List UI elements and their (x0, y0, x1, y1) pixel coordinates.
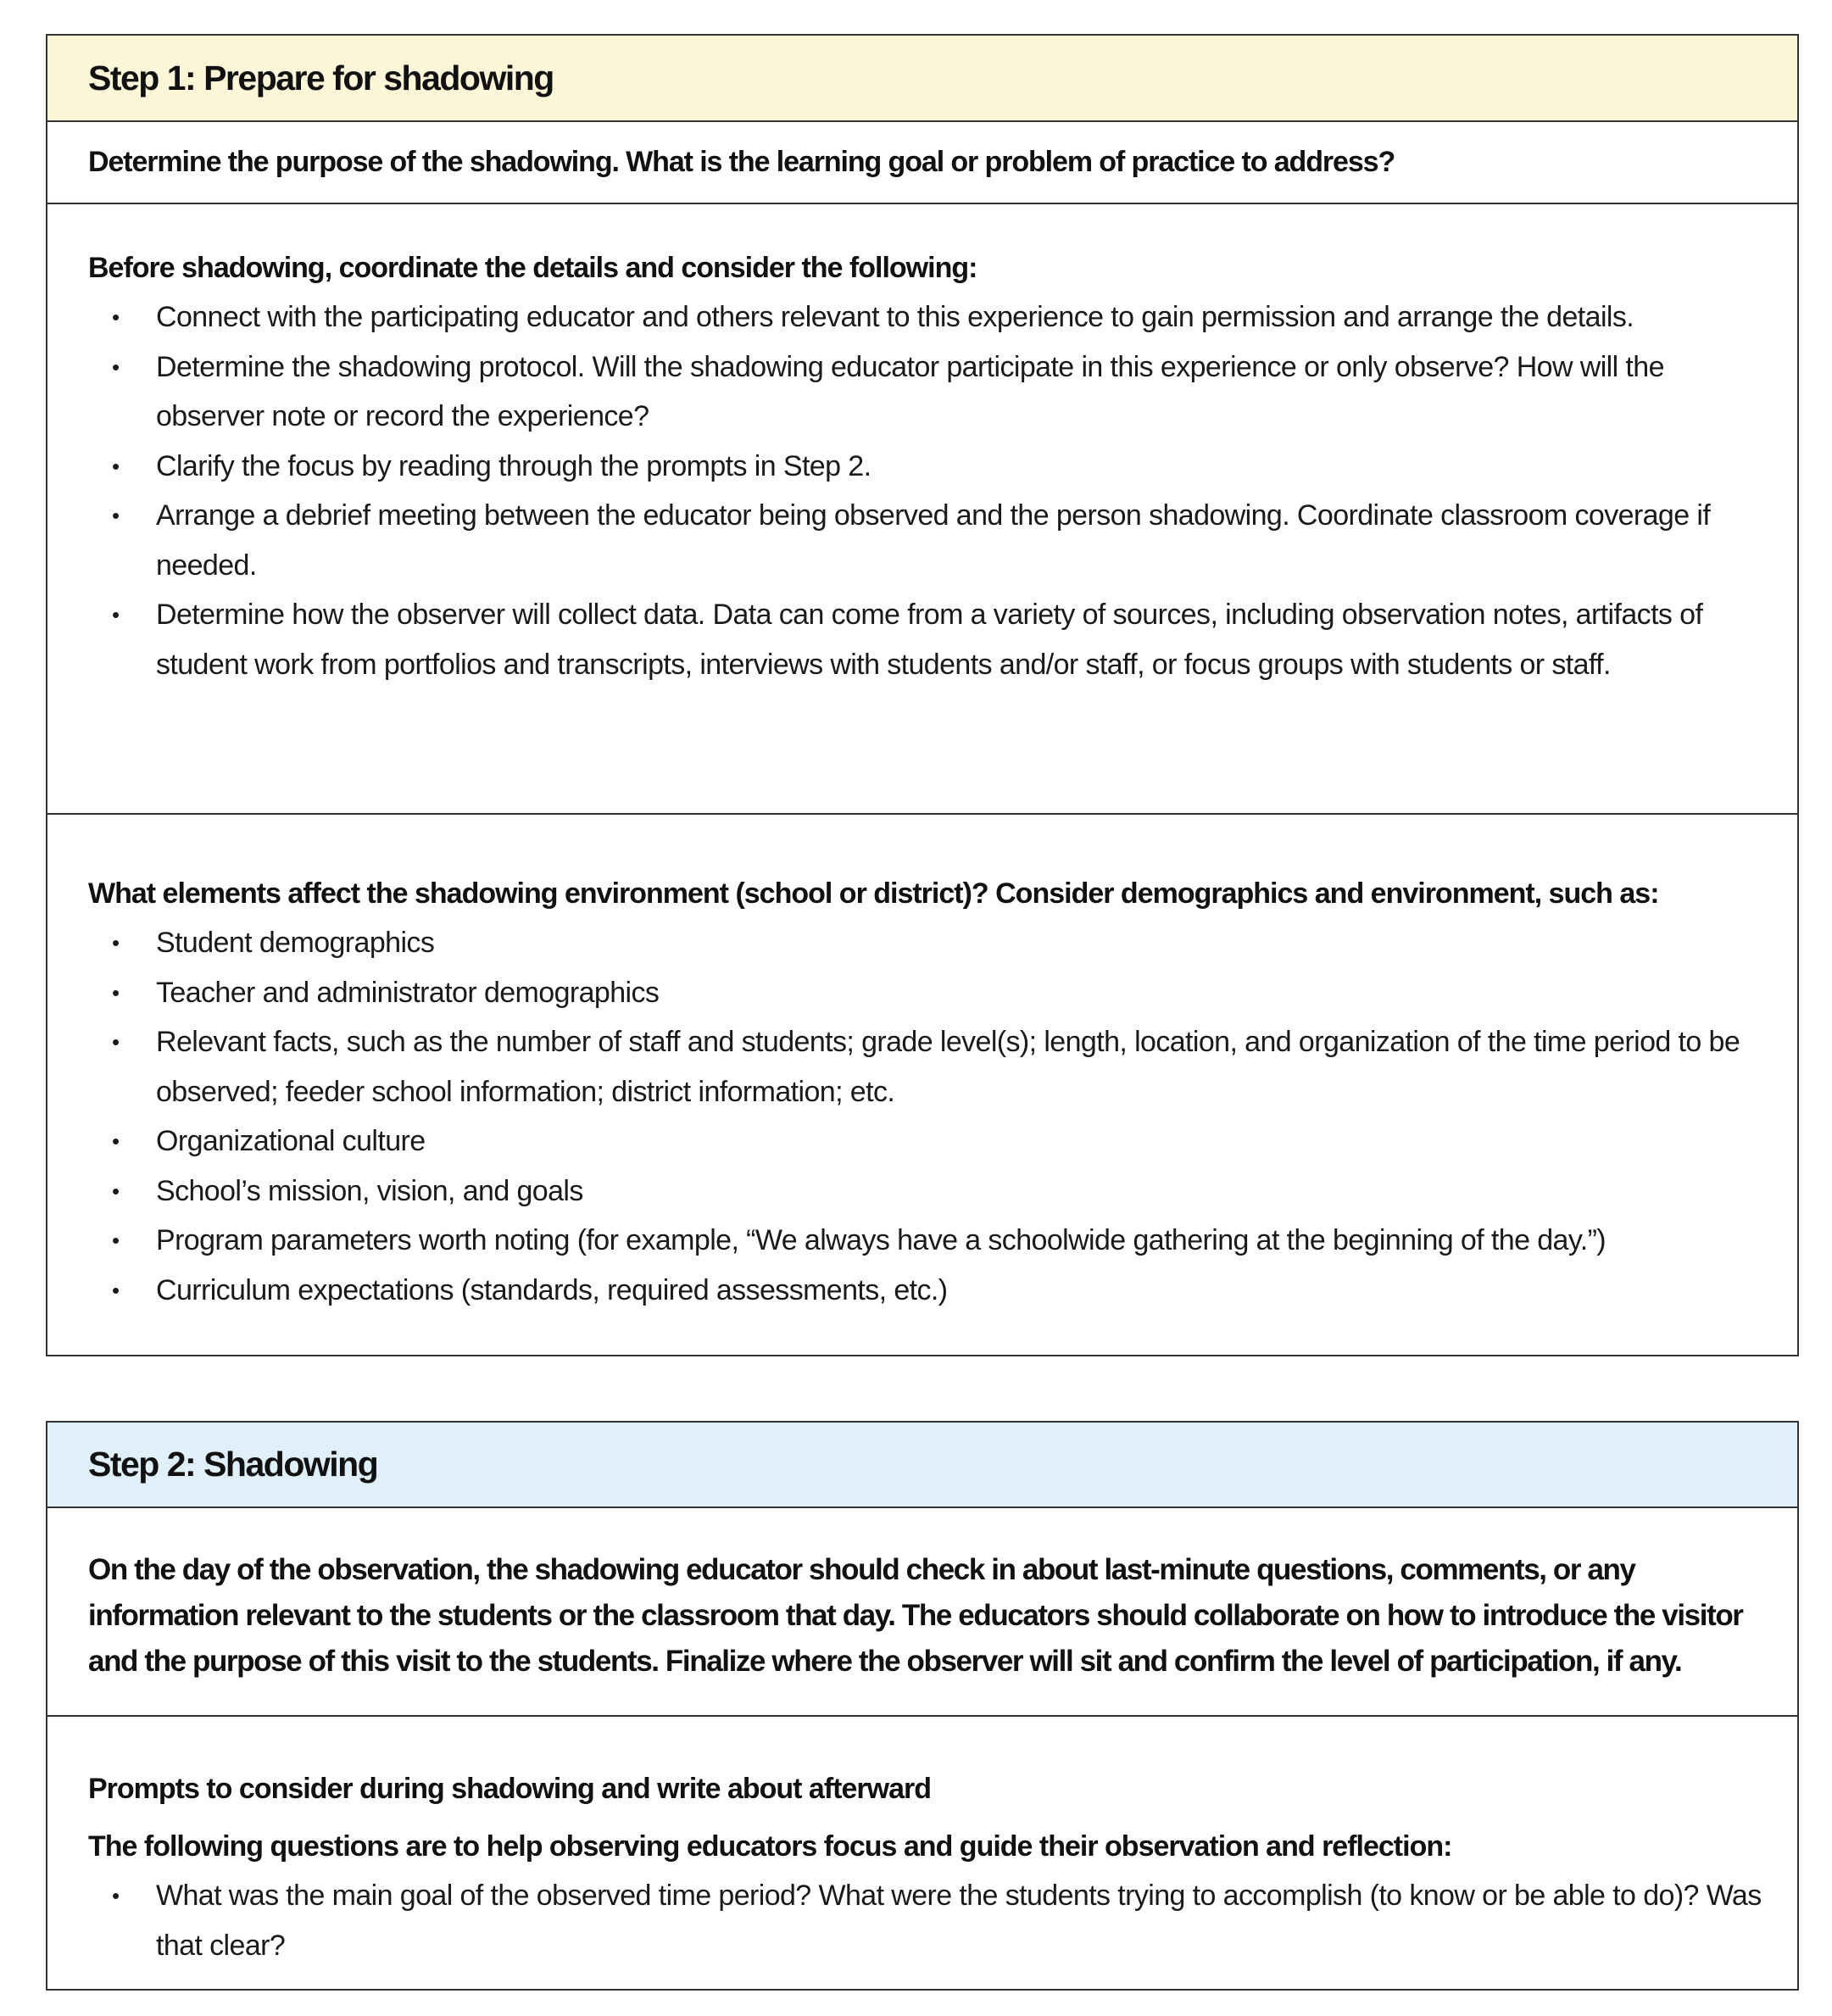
step2-title: Step 2: Shadowing (88, 1445, 378, 1484)
elements-heading: What elements affect the shadowing environment (school or district)? Consider demographics and environment, such as: (88, 877, 1659, 910)
list-item: • Organizational culture (88, 1117, 1763, 1167)
step2-prompts-section (47, 1717, 1797, 1970)
bullet-icon: • (112, 354, 120, 380)
step1-panel (46, 34, 1799, 1356)
list-item: • Determine the shadowing protocol. Will the shadowing educator participate in this experience or only observe? How will the observer note or record the experience? (88, 342, 1763, 442)
list-item: • Curriculum expectations (standards, required assessments, etc.) (88, 1266, 1763, 1316)
list-item: • Student demographics (88, 918, 1763, 968)
bullet-icon: • (112, 1883, 120, 1908)
bullet-icon: • (112, 602, 120, 627)
list-item: • Clarify the focus by reading through the prompts in Step 2. (88, 442, 1763, 492)
dayof-text: On the day of the observation, the shadowing educator should check in about last-minute questions, comments, or any information relevant to the students or the classroom that day. The educators should collaborate on how to introduce the visitor and the purpose of this visit to the students. Finalize where the observer will sit and confirm the level of participation, if any. (88, 1553, 1743, 1678)
list-item: • Teacher and administrator demographics (88, 968, 1763, 1018)
elements-list (88, 918, 1763, 1315)
prompts-list (88, 1871, 1763, 1970)
bullet-icon: • (112, 1228, 120, 1253)
step2-header (47, 1423, 1797, 1508)
bullet-icon: • (112, 1178, 120, 1204)
step2-dayof-section (47, 1508, 1797, 1717)
bullet-icon: • (112, 930, 120, 955)
step1-header (47, 36, 1797, 122)
bullet-icon: • (112, 503, 120, 528)
prompts-subheading: The following questions are to help observing educators focus and guide their observation and reflection: (88, 1830, 1452, 1863)
step1-before-section (47, 204, 1797, 815)
list-item: • Program parameters worth noting (for example, “We always have a schoolwide gathering at the beginning of the day.”) (88, 1216, 1763, 1266)
prompts-heading: Prompts to consider during shadowing and write about afterward (88, 1773, 931, 1805)
step1-title: Step 1: Prepare for shadowing (88, 58, 554, 97)
bullet-icon: • (112, 1128, 120, 1154)
bullet-icon: • (112, 1029, 120, 1055)
list-item: • What was the main goal of the observed time period? What were the students trying to accomplish (to know or be able to do)? Was that clear? (88, 1871, 1763, 1970)
list-item: • Relevant facts, such as the number of staff and students; grade level(s); length, location, and organization of the time period to be observed; feeder school information; district information; etc. (88, 1017, 1763, 1117)
before-heading: Before shadowing, coordinate the details and consider the following: (88, 252, 977, 284)
bullet-icon: • (112, 304, 120, 330)
bullet-icon: • (112, 979, 120, 1005)
bullet-icon: • (112, 453, 120, 479)
list-item: • Determine how the observer will collect data. Data can come from a variety of sources, including observation notes, artifacts of student work from portfolios and transcripts, interviews with students and/or staff, or focus groups with students or staff. (88, 590, 1763, 689)
list-item: • Arrange a debrief meeting between the educator being observed and the person shadowing. Coordinate classroom coverage if needed. (88, 491, 1763, 590)
bullet-icon: • (112, 1277, 120, 1303)
before-list (88, 292, 1763, 689)
step1-purpose-text: Determine the purpose of the shadowing. What is the learning goal or problem of practice to address? (88, 146, 1395, 178)
step1-elements-section (47, 815, 1797, 1315)
list-item: • Connect with the participating educator and others relevant to this experience to gain permission and arrange the details. (88, 292, 1763, 342)
step2-panel (46, 1421, 1799, 1991)
list-item: • School’s mission, vision, and goals (88, 1167, 1763, 1217)
step1-purpose-section (47, 122, 1797, 204)
